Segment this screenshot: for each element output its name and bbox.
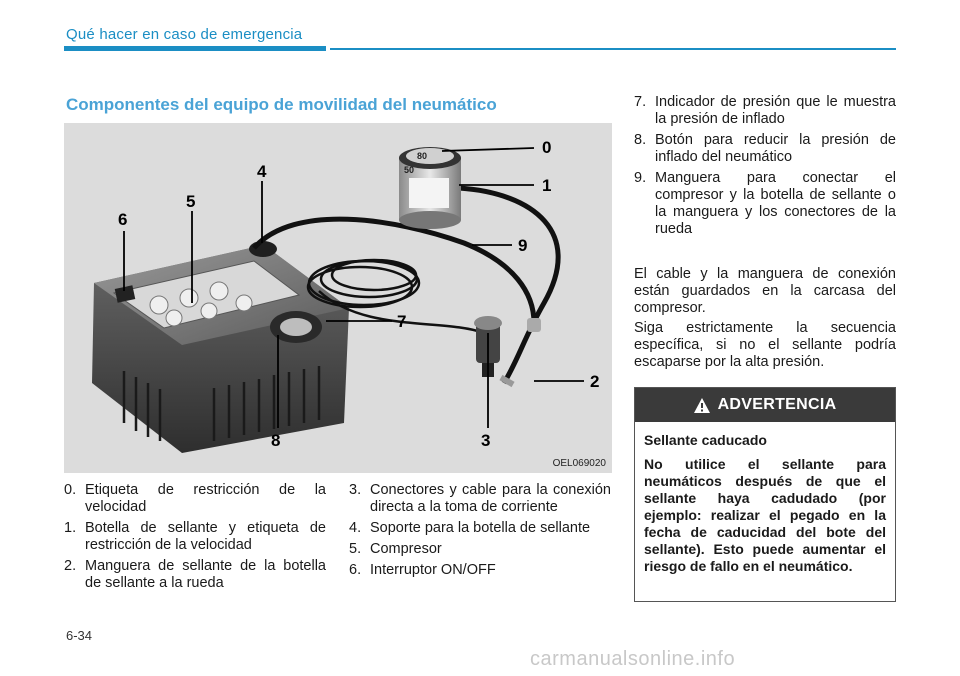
list-item: 5. Compresor <box>349 541 442 557</box>
tire-mobility-kit-figure <box>64 123 612 473</box>
callout-3: 3 <box>481 431 491 450</box>
warning-label: ADVERTENCIA <box>717 396 837 413</box>
callout-0: 0 <box>542 138 552 157</box>
components-list-middle <box>349 482 611 583</box>
warning-triangle-icon <box>694 398 710 413</box>
list-item: 4. Soporte para la botella de sellante <box>349 520 591 536</box>
paragraph-storage: El cable y la manguera de conexión están guardados en la carcasa del compresor. <box>634 266 896 316</box>
components-list-left <box>64 482 326 596</box>
list-item: 6. Interruptor ON/OFF <box>349 562 496 578</box>
callout-9: 9 <box>518 236 528 255</box>
callout-4: 4 <box>257 162 267 181</box>
callout-2: 2 <box>590 372 600 391</box>
paragraph-sequence: Siga estrictamente la secuencia específica, si no el sellante podría escaparse por la alta presión. <box>634 320 896 370</box>
tire-mobility-kit-illustration <box>64 123 612 473</box>
list-item: 7. Indicador de presión que le muestra la presión de inflado <box>634 94 896 127</box>
figure-code: OEL069020 <box>552 458 606 469</box>
compressor <box>92 241 349 453</box>
list-item: 3. Conectores y cable para la conexión directa a la toma de corriente <box>349 482 611 515</box>
gauge-mark-80: 80 <box>417 151 428 161</box>
callout-7: 7 <box>397 312 407 331</box>
callout-6: 6 <box>118 210 128 229</box>
warning-header <box>635 388 895 422</box>
warning-body: No utilice el sellante para neumáticos después de que el sellante haya cadudado (por ejemplo: realizar el pegado en la fecha de caducidad del bote del sellante). Esto puede aumentar el riesgo de fallo en el neumático. <box>644 456 886 574</box>
section-header: Qué hacer en caso de emergencia <box>66 26 303 43</box>
components-list-right <box>634 94 896 242</box>
header-bar <box>64 46 326 51</box>
gauge-mark-50: 50 <box>404 165 415 175</box>
warning-title: Sellante caducado <box>644 432 767 448</box>
page-number: 6-34 <box>66 628 93 643</box>
list-item: 8. Botón para reducir la presión de inflado del neumático <box>634 132 896 165</box>
list-item: 1. Botella de sellante y etiqueta de restricción de la velocidad <box>64 520 326 553</box>
sealant-bottle <box>399 147 461 229</box>
list-item: 2. Manguera de sellante de la botella de sellante a la rueda <box>64 558 326 591</box>
page-title: Componentes del equipo de movilidad del neumático <box>66 95 497 114</box>
sealant-hose <box>459 188 558 383</box>
header-rule <box>330 48 896 50</box>
warning-box <box>634 387 896 602</box>
callout-8: 8 <box>271 431 281 450</box>
callout-5: 5 <box>186 192 196 211</box>
callout-1: 1 <box>542 176 552 195</box>
watermark: carmanualsonline.info <box>530 648 736 670</box>
list-item: 9. Manguera para conectar el compresor y la botella de sellante o la manguera y los conectores de la rueda <box>634 170 896 237</box>
list-item: 0. Etiqueta de restricción de la velocidad <box>64 482 326 515</box>
